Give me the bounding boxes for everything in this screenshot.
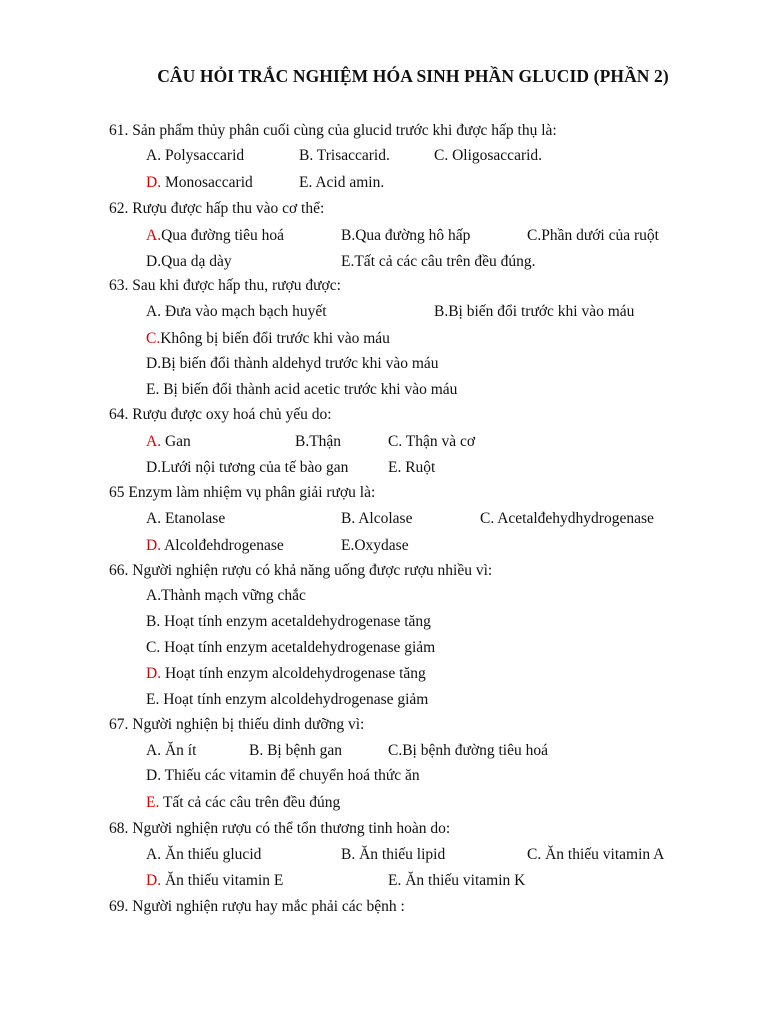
option-text: 69. Người nghiện rượu hay mắc phải các bệnh : bbox=[109, 898, 405, 915]
answer-option bbox=[527, 846, 664, 864]
answer-option bbox=[146, 381, 457, 399]
correct-answer-letter: C. bbox=[146, 330, 161, 347]
answer-option bbox=[388, 433, 475, 451]
option-text: 63. Sau khi được hấp thu, rượu được: bbox=[109, 277, 341, 294]
option-text: B. Ăn thiếu lipid bbox=[341, 846, 446, 863]
answer-option bbox=[146, 691, 428, 709]
correct-answer-letter: D. bbox=[146, 537, 162, 554]
option-text: C. Hoạt tính enzym acetaldehydrogenase giảm bbox=[146, 639, 436, 656]
answer-option bbox=[146, 433, 191, 451]
question-text bbox=[109, 277, 341, 295]
question-text bbox=[109, 122, 557, 140]
answer-option bbox=[146, 537, 284, 555]
option-text: Gan bbox=[161, 433, 191, 450]
answer-option bbox=[146, 355, 439, 373]
answer-option bbox=[146, 665, 426, 683]
option-text: Monosaccarid bbox=[161, 174, 253, 191]
option-text: 61. Sản phẩm thủy phân cuối cùng của glucid trước khi được hấp thụ là: bbox=[109, 122, 557, 139]
option-text: E. Ruột bbox=[388, 459, 436, 476]
correct-answer-letter: A. bbox=[146, 227, 162, 244]
option-text: A. Đưa vào mạch bạch huyết bbox=[146, 303, 327, 320]
answer-option bbox=[146, 587, 306, 605]
answer-option bbox=[146, 459, 348, 477]
option-text: 64. Rượu được oxy hoá chủ yếu do: bbox=[109, 406, 332, 423]
answer-option bbox=[146, 613, 431, 631]
option-text: E. Bị biến đổi thành acid acetic trước khi vào máu bbox=[146, 381, 458, 398]
answer-option bbox=[146, 872, 283, 890]
correct-answer-letter: D. bbox=[146, 174, 162, 191]
option-text: B.Thận bbox=[295, 433, 342, 450]
option-text: Ăn thiếu vitamin E bbox=[161, 872, 284, 889]
answer-option bbox=[146, 794, 340, 812]
option-text: 66. Người nghiện rượu có khả năng uống được rượu nhiều vì: bbox=[109, 562, 493, 579]
answer-option bbox=[341, 227, 470, 245]
answer-option bbox=[388, 459, 435, 477]
answer-option bbox=[341, 537, 409, 555]
answer-option bbox=[146, 767, 420, 785]
answer-option bbox=[146, 227, 284, 245]
answer-option bbox=[146, 330, 390, 348]
option-text: B. Trisaccarid. bbox=[299, 147, 390, 164]
option-text: 62. Rượu được hấp thu vào cơ thể: bbox=[109, 200, 325, 217]
option-text: B. Hoạt tính enzym acetaldehydrogenase tăng bbox=[146, 613, 431, 630]
option-text: C.Bị bệnh đường tiêu hoá bbox=[388, 742, 548, 759]
option-text: C. Thận và cơ bbox=[388, 433, 476, 450]
option-text: Alcolđehdrogenase bbox=[161, 537, 284, 554]
correct-answer-letter: D. bbox=[146, 665, 162, 682]
option-text: 65 Enzym làm nhiệm vụ phân giải rượu là: bbox=[109, 484, 376, 501]
option-text: 68. Người nghiện rượu có thể tổn thương tinh hoàn do: bbox=[109, 820, 451, 837]
option-text: C.Phần dưới của ruột bbox=[527, 227, 659, 244]
answer-option bbox=[249, 742, 342, 760]
question-text bbox=[109, 716, 364, 734]
answer-option bbox=[388, 742, 548, 760]
question-text bbox=[109, 200, 324, 218]
option-text: Không bị biến đổi trước khi vào máu bbox=[160, 330, 390, 347]
answer-option bbox=[146, 742, 196, 760]
option-text: A. Etanolase bbox=[146, 510, 226, 527]
option-text: E. Hoạt tính enzym alcoldehydrogenase giảm bbox=[146, 691, 429, 708]
answer-option bbox=[388, 872, 525, 890]
correct-answer-letter: A. bbox=[146, 433, 162, 450]
option-text: C. Ăn thiếu vitamin A bbox=[527, 846, 665, 863]
answer-option bbox=[527, 227, 659, 245]
answer-option bbox=[299, 147, 390, 165]
answer-option bbox=[146, 253, 232, 271]
option-text: E.Tất cả các câu trên đều đúng. bbox=[341, 253, 536, 270]
option-text: C. Acetalđehydhydrogenase bbox=[480, 510, 654, 527]
option-text: B.Bị biến đổi trước khi vào máu bbox=[434, 303, 635, 320]
answer-option bbox=[434, 147, 542, 165]
answer-option bbox=[146, 174, 253, 192]
correct-answer-letter: E. bbox=[146, 794, 160, 811]
option-text: A. Polysaccarid bbox=[146, 147, 245, 164]
answer-option bbox=[295, 433, 341, 451]
answer-option bbox=[341, 510, 412, 528]
answer-option bbox=[480, 510, 654, 528]
option-text: D.Lưới nội tương của tế bào gan bbox=[146, 459, 349, 476]
option-text: A. Ăn thiếu glucid bbox=[146, 846, 262, 863]
answer-option bbox=[341, 253, 536, 271]
question-text bbox=[109, 562, 492, 580]
answer-option bbox=[146, 510, 225, 528]
answer-option bbox=[146, 639, 435, 657]
option-text: Hoạt tính enzym alcoldehydrogenase tăng bbox=[161, 665, 426, 682]
option-text: A. Ăn ít bbox=[146, 742, 197, 759]
answer-option bbox=[146, 303, 327, 321]
option-text: B. Bị bệnh gan bbox=[249, 742, 342, 759]
option-text: D. Thiếu các vitamin để chuyển hoá thức ăn bbox=[146, 767, 420, 784]
option-text: D.Qua dạ dày bbox=[146, 253, 232, 270]
question-text bbox=[109, 484, 375, 502]
answer-option bbox=[146, 147, 244, 165]
option-text: E.Oxydase bbox=[341, 537, 409, 554]
question-text bbox=[109, 406, 332, 424]
page-title: CÂU HỎI TRẮC NGHIỆM HÓA SINH PHẦN GLUCID (PHẦN 2) bbox=[157, 66, 669, 86]
option-text: D.Bị biến đổi thành aldehyd trước khi vào máu bbox=[146, 355, 439, 372]
option-text: Qua đường tiêu hoá bbox=[161, 227, 284, 244]
option-text: B.Qua đường hô hấp bbox=[341, 227, 471, 244]
option-text: Tất cả các câu trên đều đúng bbox=[159, 794, 341, 811]
option-text: E. Ăn thiếu vitamin K bbox=[388, 872, 526, 889]
answer-option bbox=[434, 303, 634, 321]
question-text bbox=[109, 898, 405, 916]
option-text: C. Oligosaccarid. bbox=[434, 147, 543, 164]
question-text bbox=[109, 820, 450, 838]
option-text: E. Acid amin. bbox=[299, 174, 385, 191]
correct-answer-letter: D. bbox=[146, 872, 162, 889]
answer-option bbox=[341, 846, 445, 864]
option-text: B. Alcolase bbox=[341, 510, 413, 527]
option-text: 67. Người nghiện bị thiếu dinh dưỡng vì: bbox=[109, 716, 365, 733]
option-text: A.Thành mạch vững chắc bbox=[146, 587, 306, 604]
answer-option bbox=[146, 846, 261, 864]
answer-option bbox=[299, 174, 384, 192]
